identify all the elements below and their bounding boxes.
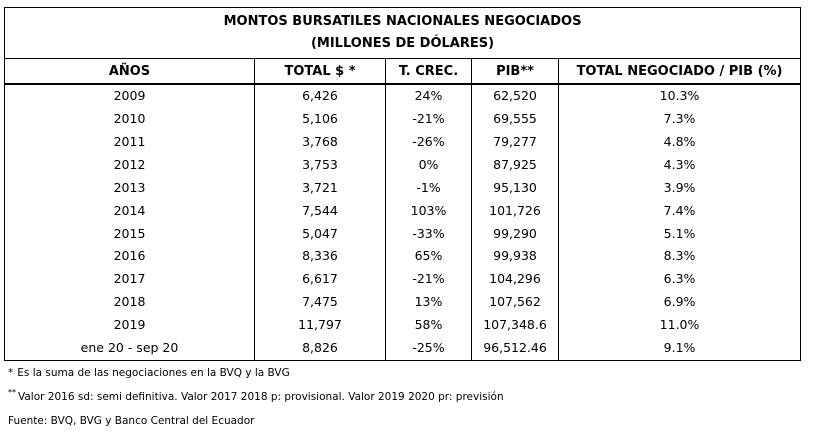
total-cell: 8,336 bbox=[255, 245, 386, 268]
table-title-line1: MONTOS BURSATILES NACIONALES NEGOCIADOS bbox=[223, 14, 582, 29]
growth-rate-cell: 65% bbox=[386, 245, 472, 268]
gdp-cell: 95,130 bbox=[472, 177, 559, 200]
growth-rate-cell: 0% bbox=[386, 154, 472, 177]
table-row bbox=[5, 291, 801, 314]
year-cell: 2009 bbox=[5, 84, 255, 108]
header-total: TOTAL $ * bbox=[255, 59, 386, 85]
total-cell: 3,768 bbox=[255, 131, 386, 154]
table-row bbox=[5, 245, 801, 268]
traded-over-gdp-cell: 4.8% bbox=[559, 131, 801, 154]
traded-over-gdp-cell: 6.9% bbox=[559, 291, 801, 314]
traded-over-gdp-cell: 10.3% bbox=[559, 84, 801, 108]
gdp-cell: 62,520 bbox=[472, 84, 559, 108]
footnote-2 bbox=[8, 388, 504, 416]
footnote-1 bbox=[8, 368, 504, 392]
header-gdp: PIB** bbox=[472, 59, 559, 85]
growth-rate-cell: 24% bbox=[386, 84, 472, 108]
footnote-2-text: Valor 2016 sd: semi definitiva. Valor 2017 2018 p: provisional. Valor 2019 2020 pr: previsión bbox=[18, 391, 504, 403]
gdp-cell: 87,925 bbox=[472, 154, 559, 177]
gdp-cell: 96,512.46 bbox=[472, 337, 559, 360]
table-row bbox=[5, 337, 801, 360]
year-cell: 2015 bbox=[5, 222, 255, 245]
growth-rate-cell: 103% bbox=[386, 199, 472, 222]
gdp-cell: 107,562 bbox=[472, 291, 559, 314]
table-row bbox=[5, 268, 801, 291]
year-cell: 2013 bbox=[5, 177, 255, 200]
table-row bbox=[5, 222, 801, 245]
gdp-cell: 99,290 bbox=[472, 222, 559, 245]
year-cell: 2019 bbox=[5, 314, 255, 337]
total-cell: 6,426 bbox=[255, 84, 386, 108]
year-cell: 2010 bbox=[5, 108, 255, 131]
year-cell: ene 20 - sep 20 bbox=[5, 337, 255, 360]
footnotes bbox=[8, 368, 504, 440]
growth-rate-cell: -25% bbox=[386, 337, 472, 360]
traded-over-gdp-cell: 6.3% bbox=[559, 268, 801, 291]
total-cell: 3,753 bbox=[255, 154, 386, 177]
year-cell: 2014 bbox=[5, 199, 255, 222]
traded-over-gdp-cell: 5.1% bbox=[559, 222, 801, 245]
gdp-cell: 107,348.6 bbox=[472, 314, 559, 337]
gdp-cell: 101,726 bbox=[472, 199, 559, 222]
header-years: AÑOS bbox=[5, 59, 255, 85]
traded-over-gdp-cell: 3.9% bbox=[559, 177, 801, 200]
gdp-cell: 69,555 bbox=[472, 108, 559, 131]
header-traded-over-gdp: TOTAL NEGOCIADO / PIB (%) bbox=[559, 59, 801, 85]
total-cell: 7,475 bbox=[255, 291, 386, 314]
year-cell: 2016 bbox=[5, 245, 255, 268]
traded-over-gdp-cell: 9.1% bbox=[559, 337, 801, 360]
total-cell: 7,544 bbox=[255, 199, 386, 222]
source-text: Fuente: BVQ, BVG y Banco Central del Ecuador bbox=[8, 415, 255, 427]
growth-rate-cell: -33% bbox=[386, 222, 472, 245]
stock-market-table-wrapper bbox=[4, 7, 800, 361]
table-row bbox=[5, 154, 801, 177]
footnote-1-mark: * bbox=[8, 367, 14, 379]
table-title bbox=[5, 8, 801, 59]
growth-rate-cell: -21% bbox=[386, 268, 472, 291]
header-growth-rate: T. CREC. bbox=[386, 59, 472, 85]
table-row bbox=[5, 314, 801, 337]
growth-rate-cell: 13% bbox=[386, 291, 472, 314]
table-body bbox=[5, 84, 801, 360]
table-row bbox=[5, 131, 801, 154]
total-cell: 5,106 bbox=[255, 108, 386, 131]
table-row bbox=[5, 199, 801, 222]
growth-rate-cell: -21% bbox=[386, 108, 472, 131]
traded-over-gdp-cell: 11.0% bbox=[559, 314, 801, 337]
traded-over-gdp-cell: 7.4% bbox=[559, 199, 801, 222]
gdp-cell: 104,296 bbox=[472, 268, 559, 291]
year-cell: 2011 bbox=[5, 131, 255, 154]
stock-market-table bbox=[4, 7, 801, 361]
growth-rate-cell: -26% bbox=[386, 131, 472, 154]
table-row bbox=[5, 177, 801, 200]
table-row bbox=[5, 84, 801, 108]
gdp-cell: 79,277 bbox=[472, 131, 559, 154]
traded-over-gdp-cell: 4.3% bbox=[559, 154, 801, 177]
table-row bbox=[5, 108, 801, 131]
traded-over-gdp-cell: 7.3% bbox=[559, 108, 801, 131]
year-cell: 2018 bbox=[5, 291, 255, 314]
total-cell: 8,826 bbox=[255, 337, 386, 360]
year-cell: 2017 bbox=[5, 268, 255, 291]
total-cell: 6,617 bbox=[255, 268, 386, 291]
total-cell: 11,797 bbox=[255, 314, 386, 337]
growth-rate-cell: -1% bbox=[386, 177, 472, 200]
total-cell: 5,047 bbox=[255, 222, 386, 245]
year-cell: 2012 bbox=[5, 154, 255, 177]
total-cell: 3,721 bbox=[255, 177, 386, 200]
footnote-2-mark: ** bbox=[8, 388, 16, 397]
gdp-cell: 99,938 bbox=[472, 245, 559, 268]
growth-rate-cell: 58% bbox=[386, 314, 472, 337]
footnote-1-text: Es la suma de las negociaciones en la BVQ y la BVG bbox=[17, 367, 290, 379]
source-note bbox=[8, 416, 504, 440]
table-header-row bbox=[5, 59, 801, 85]
table-title-line2: (MILLONES DE DÓLARES) bbox=[310, 36, 495, 51]
traded-over-gdp-cell: 8.3% bbox=[559, 245, 801, 268]
